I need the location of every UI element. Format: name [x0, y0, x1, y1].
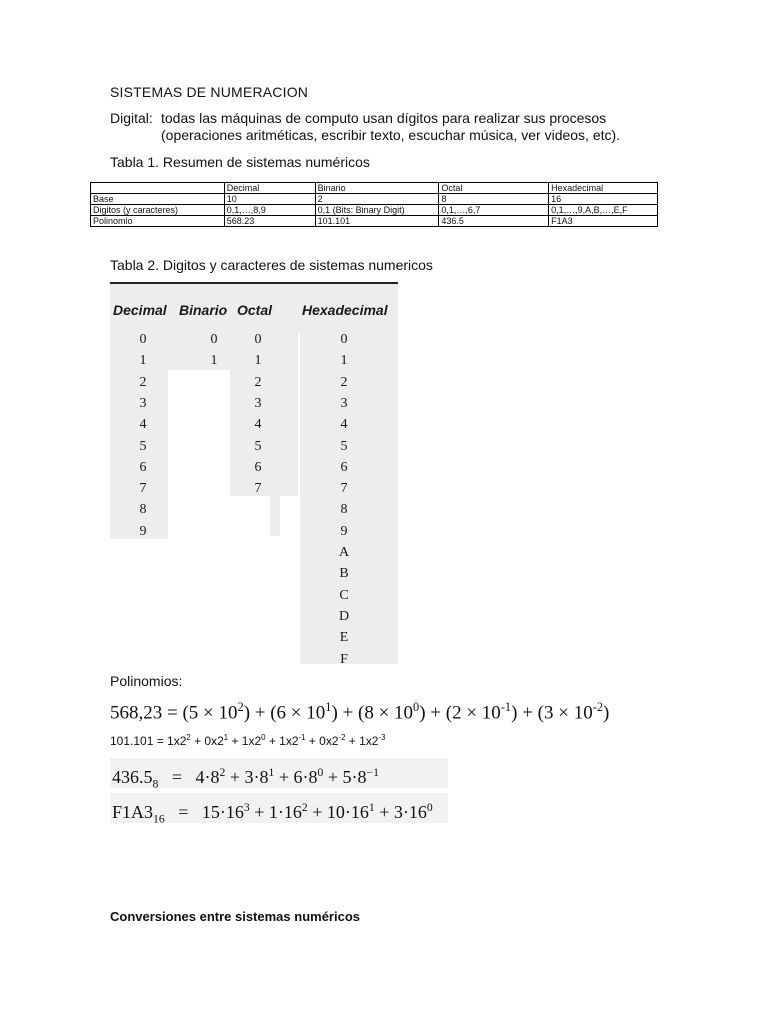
table-cell: Digitos (y caracteres) [91, 205, 225, 216]
digital-definition-line-1: todas las máquinas de computo usan dígitos para realizar sus procesos [161, 110, 607, 126]
formula-text: ) [603, 702, 610, 724]
tabla2-cell-octal: 5 [254, 438, 262, 454]
formula-text: (5 × 10 [182, 702, 238, 724]
formula-exponent: 1 [268, 766, 275, 779]
formula-text: 436.5 [112, 767, 153, 787]
table-cell: Polinomio [91, 216, 225, 227]
formula-text: ) [511, 702, 518, 724]
tabla2-cell-hexadecimal: 6 [340, 459, 348, 475]
formula-text: + 1x2 [345, 734, 379, 748]
digital-definition-line-2: (operaciones aritméticas, escribir texto, escuchar música, ver videos, etc). [161, 127, 621, 143]
formula-text: + (3 × 10 [517, 702, 593, 724]
formula-text: + (2 × 10 [425, 702, 501, 724]
table-cell: 436.5 [439, 216, 549, 227]
formula-text: F1A3 [112, 802, 154, 822]
formula-text: + 1x2 [265, 734, 299, 748]
formula-exponent: 1 [368, 801, 375, 814]
formula-text: + 5·8 [323, 767, 367, 787]
formula-base: 16 [153, 812, 165, 826]
tabla1-caption: Tabla 1. Resumen de sistemas numéricos [110, 154, 370, 170]
tabla2-cell-octal: 3 [254, 395, 262, 411]
tabla2-cell-hexadecimal: 9 [340, 523, 348, 539]
tabla2-cell-hexadecimal: D [338, 608, 350, 624]
formula-exponent: 1 [223, 733, 229, 742]
tabla2-cell-octal: 4 [254, 417, 262, 433]
formula-text: = 15·16 [164, 802, 244, 822]
tabla2-cell-hexadecimal: 0 [340, 332, 348, 347]
tabla2-cell-binario: 1 [210, 353, 218, 369]
formula-hex-polynomial [110, 793, 448, 826]
formula-binary-polynomial [110, 733, 385, 748]
table-header-row [91, 183, 658, 194]
tabla2-cell-decimal: 3 [139, 395, 147, 411]
tabla2-cell-hexadecimal: 4 [340, 417, 348, 433]
table-cell: 2 [315, 194, 439, 205]
formula-text: + (6 × 10 [250, 702, 326, 724]
tabla2-cell-hexadecimal: F [340, 651, 348, 667]
formula-exponent: -2 [338, 733, 346, 742]
table-cell: 0,1,…,8,9 [224, 205, 315, 216]
formula-text: + 10·16 [307, 802, 369, 822]
tabla2-cell-decimal: 1 [139, 353, 147, 369]
tabla2-cell-decimal: 4 [139, 417, 147, 433]
tabla2-cell-hexadecimal: B [339, 566, 349, 582]
table-cell: 0,1,…,6,7 [439, 205, 549, 216]
tabla2-cell-octal: 2 [254, 374, 262, 390]
table-cell: Base [91, 194, 225, 205]
tabla2-cell-decimal: 2 [139, 374, 147, 390]
formula-exponent: 3 [243, 801, 250, 814]
formula-exponent: 0 [426, 801, 433, 814]
formula-text: ) [331, 702, 338, 724]
tabla2-cell-hexadecimal: A [338, 545, 350, 560]
tabla2-header-hexadecimal: Hexadecimal [302, 302, 388, 318]
table-header-cell: Hexadecimal [549, 183, 658, 194]
formula-exponent: 2 [237, 700, 244, 714]
tabla2-caption: Tabla 2. Digitos y caracteres de sistemas numericos [110, 257, 433, 273]
conversiones-heading: Conversiones entre sistemas numéricos [110, 909, 360, 924]
tabla2-cell-decimal: 0 [139, 332, 147, 347]
table-cell: 101.101 [315, 216, 439, 227]
formula-text: 568,23 = [110, 702, 183, 724]
table-row [91, 205, 658, 216]
table-header-cell: Binario [315, 183, 439, 194]
formula-text: + 3·16 [374, 802, 427, 822]
table-row [91, 216, 658, 227]
formula-exponent: −1 [366, 766, 379, 779]
tabla2-header-decimal: Decimal [113, 302, 167, 318]
tabla1-summary-table [90, 182, 658, 227]
formula-text: + 1x2 [228, 734, 262, 748]
formula-exponent: -1 [500, 700, 512, 714]
tabla2-cell-hexadecimal: 1 [340, 353, 348, 369]
polinomios-label: Polinomios: [110, 673, 183, 689]
tabla2-cell-hexadecimal: 8 [340, 502, 348, 518]
tabla2-header-octal: Octal [237, 302, 273, 318]
formula-exponent: 2 [219, 766, 226, 779]
tabla2-cell-binario: 0 [210, 332, 218, 347]
formula-base: 8 [152, 777, 159, 791]
table-cell: 16 [549, 194, 658, 205]
tabla2-cell-hexadecimal: 3 [340, 395, 348, 411]
formula-exponent: 2 [186, 733, 191, 742]
table-header-cell: Decimal [224, 183, 315, 194]
formula-text: + 0x2 [190, 734, 224, 748]
formula-text: + 1·16 [249, 802, 302, 822]
tabla2-cell-hexadecimal: E [339, 630, 349, 646]
tabla2-cell-hexadecimal: 5 [340, 438, 348, 454]
page-title: SISTEMAS DE NUMERACION [110, 84, 309, 100]
formula-exponent: 0 [261, 733, 266, 742]
table-cell: 8 [439, 194, 549, 205]
formula-text: + 3·8 [225, 767, 269, 787]
formula-exponent: -3 [378, 733, 386, 742]
tabla2-cell-octal: 0 [254, 332, 262, 347]
tabla2-cell-decimal: 6 [139, 459, 147, 475]
tabla2-cell-octal: 7 [254, 481, 262, 497]
table-cell: 0,1,…,9,A,B,…,E,F [549, 205, 658, 216]
formula-octal-polynomial [110, 758, 448, 791]
table-header-cell [91, 183, 225, 194]
table-cell: 568.23 [224, 216, 315, 227]
tabla2-top-rule [110, 282, 398, 284]
tabla2-cell-decimal: 7 [139, 481, 147, 497]
tabla2-cell-decimal: 5 [139, 438, 147, 454]
formula-exponent: -2 [592, 700, 603, 714]
formula-text: + (8 × 10 [337, 702, 414, 724]
tabla2-cell-octal: 1 [254, 353, 262, 369]
tabla2-cell-decimal: 9 [139, 523, 147, 539]
formula-text: = 4·8 [158, 767, 220, 787]
table-header-cell: Octal [439, 183, 549, 194]
formula-text: ) [419, 702, 426, 724]
tabla2-cell-decimal: 8 [139, 502, 147, 518]
digital-label: Digital: [110, 110, 153, 126]
formula-text: + 0x2 [305, 734, 339, 748]
formula-decimal-polynomial [110, 700, 609, 724]
formula-text: 101.101 = 1x2 [110, 734, 187, 748]
table-row [91, 194, 658, 205]
formula-exponent: 0 [317, 766, 324, 779]
formula-text: + 6·8 [274, 767, 318, 787]
tabla2-header-binario: Binario [179, 302, 228, 318]
table-cell: F1A3 [549, 216, 658, 227]
tabla2-gap-shade [270, 496, 280, 536]
formula-exponent: 0 [413, 700, 420, 714]
formula-text: ) [243, 702, 251, 724]
table-cell: 10 [224, 194, 315, 205]
tabla2-cell-octal: 6 [254, 459, 262, 475]
formula-exponent: 2 [301, 801, 308, 814]
table-cell: 0,1 (Bits: Binary Digit) [315, 205, 439, 216]
tabla2-cell-hexadecimal: 2 [340, 374, 348, 390]
tabla2-cell-hexadecimal: 7 [340, 481, 348, 497]
tabla2-cell-hexadecimal: C [339, 587, 349, 603]
formula-exponent: -1 [298, 733, 306, 742]
formula-exponent: 1 [325, 700, 332, 714]
